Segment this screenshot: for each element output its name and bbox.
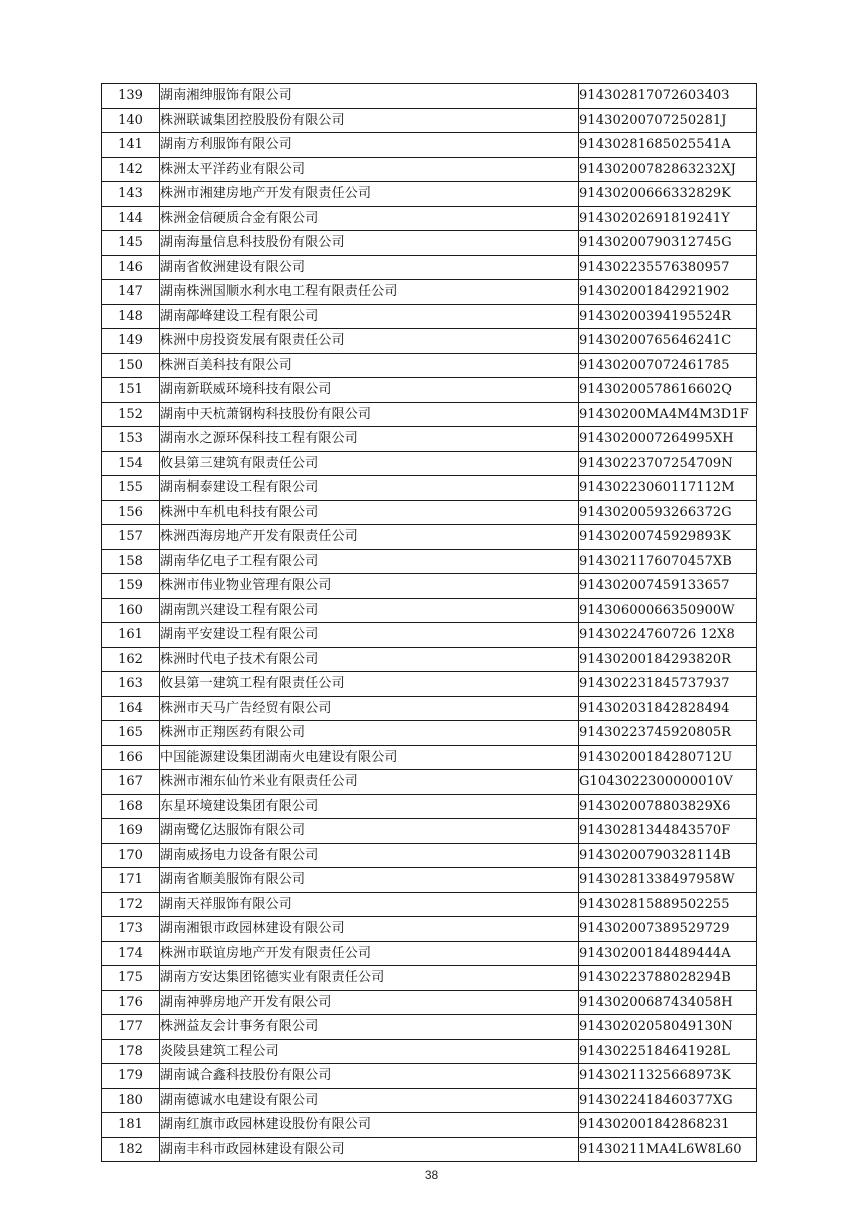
company-name: 湖南水之源环保科技工程有限公司 [160, 427, 579, 452]
row-number: 139 [102, 84, 160, 109]
credit-code: 91430281685025541A [579, 133, 757, 158]
table-row [102, 402, 757, 427]
credit-code: 91430281338497958W [579, 868, 757, 893]
credit-code: 91430281344843570F [579, 819, 757, 844]
table-row [102, 574, 757, 599]
credit-code: 91430202691819241Y [579, 206, 757, 231]
row-number: 179 [102, 1064, 160, 1089]
row-number: 145 [102, 231, 160, 256]
credit-code: 91430200578616602Q [579, 378, 757, 403]
row-number: 170 [102, 843, 160, 868]
company-name: 湖南德诚水电建设有限公司 [160, 1088, 579, 1113]
credit-code: 91430223745920805R [579, 721, 757, 746]
table-row [102, 500, 757, 525]
row-number: 156 [102, 500, 160, 525]
credit-code: 914302007389529729 [579, 917, 757, 942]
credit-code: 9143020007264995XH [579, 427, 757, 452]
credit-code: 91430281707260340З [579, 84, 757, 109]
table-row [102, 1064, 757, 1089]
table-row [102, 917, 757, 942]
credit-code: 91430223788028294B [579, 966, 757, 991]
table-row [102, 84, 757, 109]
company-name: 湖南方利服饰有限公司 [160, 133, 579, 158]
company-name: 株洲中车机电科技有限公司 [160, 500, 579, 525]
company-name: 湖南新联威环境科技有限公司 [160, 378, 579, 403]
row-number: 160 [102, 598, 160, 623]
company-table [101, 83, 757, 1162]
credit-code: 91430200184293820R [579, 647, 757, 672]
row-number: 159 [102, 574, 160, 599]
table-row [102, 770, 757, 795]
credit-code: G1043022300000010V [579, 770, 757, 795]
row-number: 149 [102, 329, 160, 354]
row-number: 181 [102, 1113, 160, 1138]
table-row [102, 794, 757, 819]
company-name: 湖南威扬电力设备有限公司 [160, 843, 579, 868]
table-row [102, 525, 757, 550]
table-row [102, 721, 757, 746]
credit-code: 91430200MA4M4M3D1F [579, 402, 757, 427]
company-name: 攸县第三建筑有限责任公司 [160, 451, 579, 476]
company-name: 湖南鹭亿达服饰有限公司 [160, 819, 579, 844]
table-row [102, 598, 757, 623]
table-row [102, 745, 757, 770]
company-name: 湖南桐泰建设工程有限公司 [160, 476, 579, 501]
company-table-body [102, 84, 757, 1162]
company-name: 攸县第一建筑工程有限责任公司 [160, 672, 579, 697]
row-number: 174 [102, 941, 160, 966]
table-row [102, 1113, 757, 1138]
company-name: 株洲时代电子技术有限公司 [160, 647, 579, 672]
row-number: 150 [102, 353, 160, 378]
table-row [102, 672, 757, 697]
row-number: 157 [102, 525, 160, 550]
company-name: 湖南省顺美服饰有限公司 [160, 868, 579, 893]
table-row [102, 990, 757, 1015]
company-name: 株洲中房投资发展有限责任公司 [160, 329, 579, 354]
credit-code: 91430223060117112M [579, 476, 757, 501]
company-name: 湖南湘银市政园林建设有限公司 [160, 917, 579, 942]
row-number: 141 [102, 133, 160, 158]
credit-code: 91430211MA4L6W8L60 [579, 1137, 757, 1162]
company-name: 株洲西海房地产开发有限责任公司 [160, 525, 579, 550]
company-name: 湖南神骅房地产开发有限公司 [160, 990, 579, 1015]
table-row [102, 182, 757, 207]
credit-code: 91430224760726 12X8 [579, 623, 757, 648]
table-row [102, 133, 757, 158]
table-row [102, 966, 757, 991]
table-row [102, 231, 757, 256]
row-number: 171 [102, 868, 160, 893]
credit-code: 91430225184641928L [579, 1039, 757, 1064]
credit-code: 91430200593266372G [579, 500, 757, 525]
company-name: 湖南平安建设工程有限公司 [160, 623, 579, 648]
table-row [102, 378, 757, 403]
credit-code: 91430200790312745G [579, 231, 757, 256]
row-number: 169 [102, 819, 160, 844]
row-number: 142 [102, 157, 160, 182]
credit-code: 91430202058049130N [579, 1015, 757, 1040]
company-name: 株洲市天马广告经贸有限公司 [160, 696, 579, 721]
row-number: 177 [102, 1015, 160, 1040]
table-row [102, 108, 757, 133]
table-row [102, 1039, 757, 1064]
credit-code: 91430200666332829K [579, 182, 757, 207]
row-number: 152 [102, 402, 160, 427]
row-number: 167 [102, 770, 160, 795]
company-name: 株洲市伟业物业管理有限公司 [160, 574, 579, 599]
table-row [102, 255, 757, 280]
credit-code: 9143022418460377XG [579, 1088, 757, 1113]
credit-code: 91430200184489444A [579, 941, 757, 966]
row-number: 166 [102, 745, 160, 770]
credit-code: 91430200790328114B [579, 843, 757, 868]
company-name: 株洲市正翔医药有限公司 [160, 721, 579, 746]
row-number: 176 [102, 990, 160, 1015]
company-name: 湖南方安达集团铭德实业有限责任公司 [160, 966, 579, 991]
company-name: 株洲益友会计事务有限公司 [160, 1015, 579, 1040]
credit-code: 91430200707250281J [579, 108, 757, 133]
company-name: 株洲金信硬质合金有限公司 [160, 206, 579, 231]
table-row [102, 1137, 757, 1162]
row-number: 148 [102, 304, 160, 329]
table-row [102, 868, 757, 893]
credit-code: 9143020078803829X6 [579, 794, 757, 819]
row-number: 154 [102, 451, 160, 476]
row-number: 162 [102, 647, 160, 672]
row-number: 182 [102, 1137, 160, 1162]
credit-code: 914302007072461785 [579, 353, 757, 378]
company-name: 株洲百美科技有限公司 [160, 353, 579, 378]
company-name: 湖南丰科市政园林建设有限公司 [160, 1137, 579, 1162]
table-row [102, 280, 757, 305]
row-number: 163 [102, 672, 160, 697]
credit-code: 91430200687434058H [579, 990, 757, 1015]
credit-code: 91430223707254709N [579, 451, 757, 476]
company-name: 东星环境建设集团有限公司 [160, 794, 579, 819]
table-row [102, 476, 757, 501]
table-row [102, 427, 757, 452]
table-row [102, 843, 757, 868]
row-number: 147 [102, 280, 160, 305]
company-name: 湖南华亿电子工程有限公司 [160, 549, 579, 574]
company-name: 株洲太平洋药业有限公司 [160, 157, 579, 182]
company-name: 株洲市联谊房地产开发有限责任公司 [160, 941, 579, 966]
table-row [102, 549, 757, 574]
credit-code: 91430200782863232XJ [579, 157, 757, 182]
table-row [102, 304, 757, 329]
credit-code: 914302001842921902 [579, 280, 757, 305]
row-number: 151 [102, 378, 160, 403]
credit-code: 914302007459133657 [579, 574, 757, 599]
row-number: 165 [102, 721, 160, 746]
credit-code: 914302235576380957 [579, 255, 757, 280]
row-number: 140 [102, 108, 160, 133]
table-row [102, 451, 757, 476]
company-name: 湖南海量信息科技股份有限公司 [160, 231, 579, 256]
table-row [102, 1015, 757, 1040]
company-name: 湖南省攸洲建设有限公司 [160, 255, 579, 280]
row-number: 172 [102, 892, 160, 917]
company-name: 湖南株洲国顺水利水电工程有限责任公司 [160, 280, 579, 305]
company-name: 湖南中天杭萧钢构科技股份有限公司 [160, 402, 579, 427]
credit-code: 91430200745929893K [579, 525, 757, 550]
credit-code: 914302031842828494 [579, 696, 757, 721]
row-number: 155 [102, 476, 160, 501]
company-name: 株洲市湘东仙竹米业有限责任公司 [160, 770, 579, 795]
credit-code: 91430200765646241C [579, 329, 757, 354]
credit-code: 91430200394195524R [579, 304, 757, 329]
row-number: 168 [102, 794, 160, 819]
table-row [102, 329, 757, 354]
row-number: 173 [102, 917, 160, 942]
table-row [102, 892, 757, 917]
table-row [102, 819, 757, 844]
row-number: 143 [102, 182, 160, 207]
row-number: 175 [102, 966, 160, 991]
credit-code: 914302815889502255 [579, 892, 757, 917]
table-row [102, 206, 757, 231]
company-name: 株洲联诚集团控股股份有限公司 [160, 108, 579, 133]
company-name: 湖南红旗市政园林建设股份有限公司 [160, 1113, 579, 1138]
row-number: 158 [102, 549, 160, 574]
row-number: 164 [102, 696, 160, 721]
company-name: 炎陵县建筑工程公司 [160, 1039, 579, 1064]
table-row [102, 1088, 757, 1113]
row-number: 178 [102, 1039, 160, 1064]
company-name: 湖南凯兴建设工程有限公司 [160, 598, 579, 623]
credit-code: 91430200184280712U [579, 745, 757, 770]
table-row [102, 941, 757, 966]
credit-code: 914302231845737937 [579, 672, 757, 697]
table-row [102, 647, 757, 672]
row-number: 161 [102, 623, 160, 648]
credit-code: 91430600066350900W [579, 598, 757, 623]
table-row [102, 157, 757, 182]
credit-code: 914302001842868231 [579, 1113, 757, 1138]
company-name: 湖南天祥服饰有限公司 [160, 892, 579, 917]
table-row [102, 623, 757, 648]
credit-code: 9143021176070457XB [579, 549, 757, 574]
table-row [102, 353, 757, 378]
company-name: 中国能源建设集团湖南火电建设有限公司 [160, 745, 579, 770]
row-number: 153 [102, 427, 160, 452]
company-name: 株洲市湘建房地产开发有限责任公司 [160, 182, 579, 207]
credit-code: 91430211325668973K [579, 1064, 757, 1089]
row-number: 144 [102, 206, 160, 231]
row-number: 180 [102, 1088, 160, 1113]
company-name: 湖南诚合鑫科技股份有限公司 [160, 1064, 579, 1089]
company-name: 湖南鄗峰建设工程有限公司 [160, 304, 579, 329]
company-name: 湖南湘绅服饰有限公司 [160, 84, 579, 109]
row-number: 146 [102, 255, 160, 280]
table-row [102, 696, 757, 721]
page-number: 38 [424, 1168, 439, 1182]
